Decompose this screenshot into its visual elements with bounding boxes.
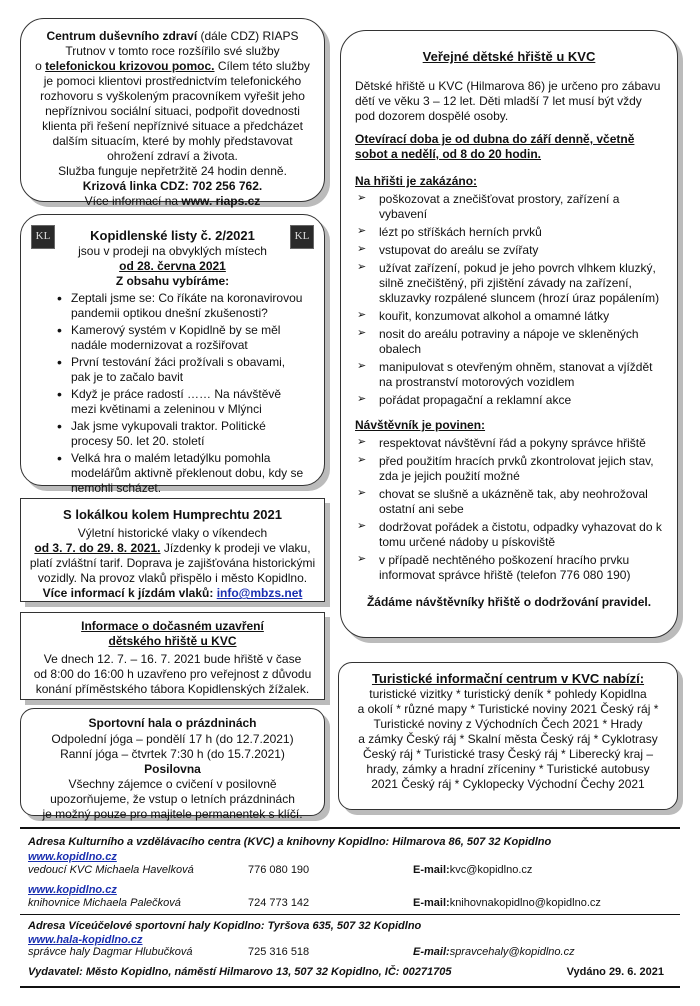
kvc-phone: 776 080 190 [248,864,310,876]
tic-line: a okolí * různé mapy * Turistické noviny 2021 Český ráj * [357,702,659,717]
list-item: ➢ vstupovat do areálu se zvířaty [355,243,663,258]
humprecht-box [20,498,325,602]
list-item: • Velká hra o malém letadýlku pomohla modelářům aktivně překlenout dobu, kdy se nemohli scházet. [53,451,304,496]
email-label: E-mail: [413,897,450,909]
hall-web-link[interactable]: www.hala-kopidlno.cz [28,934,143,946]
humprecht-more: Více informací k jízdám vlaků: info@mbzs.net [42,586,303,601]
cdz-hotline: Krizová linka CDZ: 702 256 762. [82,179,263,193]
playground-hours: Otevírací doba je od dubna do září denně, včetně sobot a nedělí, od 8 do 20 hodin. [355,132,635,162]
kvc-web-link[interactable]: www.kopidlno.cz [28,851,117,863]
list-item: • Jak jsme vykupovali traktor. Politické procesy 50. let 20. století [53,419,304,449]
list-item: ➢ před použitím hracích prvků zkontrolovat jejich stav, zda je jejich použití možné [355,454,663,484]
footer-bottom-rule [20,986,680,988]
listy-date: od 28. června 2021 [119,259,226,274]
hall-line: Všechny zájemce o cvičení v posilovně [68,777,277,791]
kvc-email[interactable]: kvc@kopidlno.cz [449,864,533,876]
listy-list [31,291,314,496]
forbidden-list [355,192,663,408]
closure-title: Informace o dočasném uzavření [81,619,264,633]
humprecht-line: Výletní historické vlaky o víkendech [77,526,268,541]
tic-line: turistické vizitky * turistický deník * pohledy Kopidlna [369,687,647,702]
hall-line: upozorňujeme, že vstup o letních prázdninách [50,792,295,806]
hall-box [20,708,325,821]
playground-title: Veřejné dětské hřiště u KVC [422,49,596,64]
duty-list [355,436,663,583]
hall-line: Odpolední jóga – pondělí 17 h (do 12.7.2021) [51,732,294,746]
tic-line: Český ráj * Turistické trasy Český ráj * Liberecký kraj – [362,747,654,762]
humprecht-line: od 3. 7. do 29. 8. 2021. Jízdenky k prodeji ve vlaku, [34,541,311,556]
cdz-line: nepříznivou sociální situaci, podpořit dovednosti [45,104,300,118]
tic-line: Turistické noviny z Východních Čech 2021 * Hrady [373,717,643,732]
duty-title: Návštěvník je povinen: [355,418,486,433]
hall-address: Adresa Víceúčelové sportovní haly Kopidlno: Tyršova 635, 507 32 Kopidlno [28,920,422,932]
hall-phone: 725 316 518 [248,946,310,958]
cdz-line: rozhovoru s vyškoleným pracovníkem vyřešit jeho [40,89,305,103]
list-item: ➢ užívat zařízení, pokud je jeho povrch vlhkem kluzký, silně znečištěný, při zjištění závady na zařízení, skluzavky rozpálené sluncem (hrozí úraz popálením) [355,261,663,306]
cdz-line: je pomoci klientovi prostřednictvím telefonického [43,74,302,88]
hall-head: správce haly Dagmar Hlubučková [28,946,193,958]
lib-head: knihovnice Michaela Palečková [28,897,181,909]
footer-top-rule [20,827,680,829]
tic-line: 2021 Český ráj * Cyklopecky Východní Čechy 2021 [371,777,645,792]
tic-box [338,662,678,810]
list-item: • První testování žáci prožívali s obavami, pak je to začalo bavit [53,355,304,385]
forbidden-title: Na hřišti je zakázáno: [355,174,478,189]
lib-web-link[interactable]: www.kopidlno.cz [28,884,117,896]
hall-line: Ranní jóga – čtvrtek 7:30 h (do 15.7.2021) [60,747,285,761]
kvc-address: Adresa Kulturního a vzdělávacího centra (KVC) a knihovny Kopidlno: Hilmarova 86, 507 32 Kopidlno [28,836,552,848]
closure-title: dětského hřiště u KVC [108,634,237,648]
list-item: ➢ dodržovat pořádek a čistotu, odpadky vyhazovat do k tomu určené nádoby u pískoviště [355,520,663,550]
list-item: • Kamerový systém v Kopidlně by se měl nadále modernizovat a rozšiřovat [53,323,304,353]
cdz-more: Více informací na www. riaps.cz [84,194,261,208]
cdz-line: dalším situacím, které by mohly představovat [52,134,293,148]
closure-line: konání příměstského tábora Kopidlenských žížalek. [35,682,310,696]
hall-title: Sportovní hala o prázdninách [88,716,257,730]
humprecht-line: platí zvláštní tarif. Doprava je zajišťována historickými [29,556,316,571]
humprecht-line: vozidly. Na provoz vlaků přispělo i město Kopidlno. [37,571,308,586]
cdz-box [20,18,325,208]
list-item: ➢ respektovat návštěvní řád a pokyny správce hřiště [355,436,663,451]
info-email-link[interactable]: info@mbzs.net [216,586,303,601]
listy-contents-label: Z obsahu vybíráme: [115,274,230,289]
listy-box [20,214,325,496]
cdz-web-link[interactable]: www. riaps.cz [181,194,261,208]
closure-line: Ve dnech 12. 7. – 16. 7. 2021 bude hřiště v čase [43,652,302,666]
tic-line: hrady, zámky a hradní zříceniny * Turistické autobusy [366,762,650,777]
closure-line: od 8:00 do 16:00 h uzavřeno pro veřejnost z důvodu [33,667,312,681]
cdz-line: Služba funguje nepřetržitě 24 hodin denně. [58,164,287,178]
playground-intro: Dětské hřiště u KVC (Hilmarova 86) je určeno pro zábavu dětí ve věku 3 – 12 let. Děti mladší 7 let musí být vždy pod dozorem dospělé osoby. [355,79,661,124]
lib-email[interactable]: knihovnakopidlno@kopidlno.cz [449,897,601,909]
hall-email[interactable]: spravcehaly@kopidlno.cz [449,946,575,958]
lib-phone: 724 773 142 [248,897,310,909]
cdz-heading: Centrum duševního zdraví (dále CDZ) RIAPS [46,29,299,43]
list-item: ➢ manipulovat s otevřeným ohněm, stanovat a vjíždět na prostranství motorových vozidlem [355,360,663,390]
listy-sub: jsou v prodeji na obvyklých místech [78,244,267,259]
kvc-head: vedoucí KVC Michaela Havelková [28,864,194,876]
list-item: ➢ chovat se slušně a ukázněně tak, aby neohrožoval ostatní ani sebe [355,487,663,517]
footer-mid-rule [20,914,680,915]
email-label: E-mail: [413,864,450,876]
kvc-web-row [28,851,117,865]
kl-logo-right: KL [290,225,314,249]
cdz-line: o telefonickou krizovou pomoc. Cílem této služby [35,59,310,73]
closure-box [20,612,325,700]
tic-line: a zámky Český ráj * Skalní města Český ráj * Cyklotrasy [358,732,658,747]
email-label: E-mail: [413,946,450,958]
playground-box [340,30,678,638]
publisher: Vydavatel: Město Kopidlno, náměstí Hilmarovo 13, 507 32 Kopidlno, IČ: 00271705 [28,966,452,978]
list-item: • Když je práce radostí …… Na návštěvě mezi květinami a zeleninou v Mlýnci [53,387,304,417]
list-item: ➢ pořádat propagační a reklamní akce [355,393,663,408]
list-item: ➢ kouřit, konzumovat alkohol a omamné látky [355,309,663,324]
humprecht-title: S lokálkou kolem Humprechtu 2021 [63,507,282,522]
list-item: ➢ v případě nechtěného poškození hracího prvku informovat správce hřiště (telefon 776 080 190) [355,553,663,583]
cdz-line: Trutnov v tomto roce rozšířilo své služby [65,44,280,58]
playground-closing: Žádáme návštěvníky hřiště o dodržování pravidel. [366,595,652,610]
hall-line: je možný pouze pro majitele permanentek s klíčí. [42,807,303,821]
list-item: ➢ poškozovat a znečišťovat prostory, zařízení a vybavení [355,192,663,222]
tic-title: Turistické informační centrum v KVC nabízí: [371,671,645,686]
list-item: ➢ lézt po stříškách herních prvků [355,225,663,240]
issued-date: Vydáno 29. 6. 2021 [566,966,664,978]
listy-title: Kopidlenské listy č. 2/2021 [90,228,255,243]
list-item: ➢ nosit do areálu potraviny a nápoje ve skleněných obalech [355,327,663,357]
cdz-line: ohrožení zdraví a života. [107,149,238,163]
kl-logo-left: KL [31,225,55,249]
lib-web-row [28,884,117,898]
hall-gym-title: Posilovna [144,762,201,776]
list-item: • Zeptali jsme se: Co říkáte na koronavirovou pandemii optikou dnešní zkušenosti? [53,291,304,321]
cdz-line: klienta při řešení nepříznivé situace a předcházet [42,119,303,133]
